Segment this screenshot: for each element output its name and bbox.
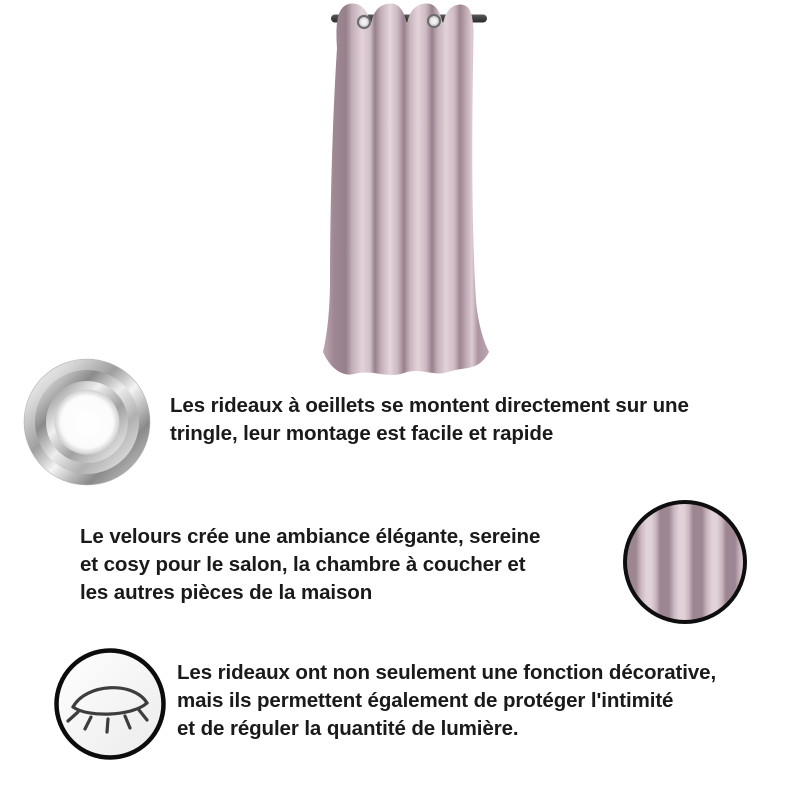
velvet-fabric-detail-circle — [623, 500, 747, 624]
paragraph-line: Le velours crée une ambiance élégante, sereine — [80, 525, 541, 548]
eyelet-hole — [55, 390, 120, 455]
paragraph-line: et cosy pour le salon, la chambre à coucher et — [80, 553, 526, 576]
paragraph-line: mais ils permettent également de protéger l'intimité — [177, 689, 674, 712]
paragraph-line: les autres pièces de la maison — [80, 581, 373, 604]
light-privacy-text — [177, 659, 716, 743]
eyelet-ring-photo — [22, 357, 152, 487]
paragraph-line: tringle, leur montage est facile et rapide — [170, 422, 554, 445]
paragraph-line: et de réguler la quantité de lumière. — [177, 717, 519, 740]
velvet-ambiance-text — [80, 523, 540, 607]
small-eyelet-ring — [358, 16, 370, 28]
paragraph-line: Les rideaux à oeillets se montent directement sur une — [170, 394, 689, 417]
paragraph-line: Les rideaux ont non seulement une fonction décorative, — [177, 661, 717, 684]
small-eyelet-ring — [428, 15, 440, 27]
curtain-fabric — [323, 3, 489, 375]
closed-eye-icon — [52, 646, 168, 762]
curtain-photo — [280, 0, 520, 390]
eyelet-mounting-text — [170, 392, 689, 448]
